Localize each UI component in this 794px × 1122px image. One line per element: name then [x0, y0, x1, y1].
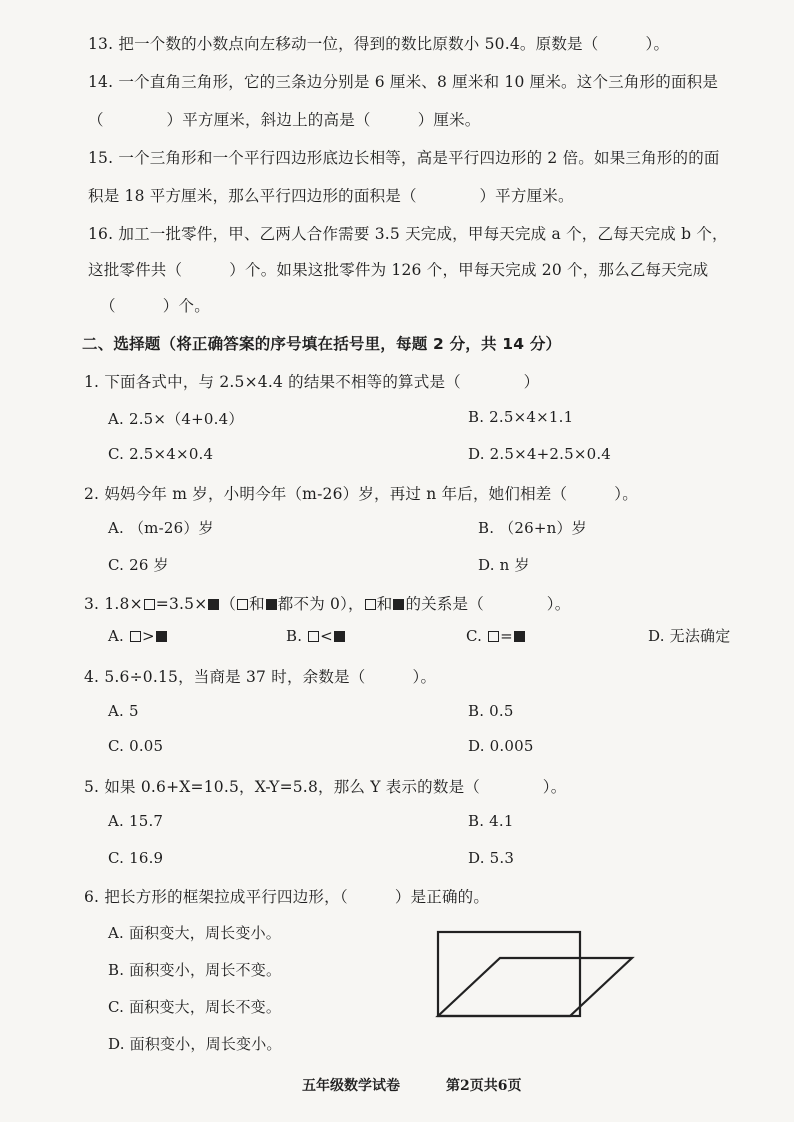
c5-stem: 5. 如果 0.6+X=10.5，X-Y=5.8，那么 Y 表示的数是（ ）。: [84, 778, 567, 796]
c5-option-c: C. 16.9: [108, 849, 164, 867]
white-square-icon: [237, 599, 248, 610]
c3-option-a-label: A.: [108, 627, 125, 645]
section2-heading: 二、选择题（将正确答案的序号填在括号里，每题 2 分，共 14 分）: [82, 335, 562, 353]
white-square-icon: [144, 599, 155, 610]
c4-option-a: A. 5: [108, 702, 139, 720]
c4-option-d: D. 0.005: [468, 737, 534, 755]
parallelogram-shape: [438, 958, 632, 1016]
c1-option-a: A. 2.5×（4+0.4）: [108, 410, 244, 428]
c1-option-b: B. 2.5×4×1.1: [468, 408, 574, 426]
c3-option-a-op: >: [141, 627, 155, 645]
c4-option-b: B. 0.5: [468, 702, 514, 720]
c3-stem-part4: 和: [249, 595, 265, 613]
c6-stem: 6. 把长方形的框架拉成平行四边形，（ ）是正确的。: [84, 888, 490, 906]
c2-option-a: A. （m-26）岁: [108, 519, 214, 537]
c3-stem: [84, 592, 570, 614]
c3-option-d: D. 无法确定: [648, 627, 731, 645]
c5-option-b: B. 4.1: [468, 812, 514, 830]
q16-line1: 16. 加工一批零件，甲、乙两人合作需要 3.5 天完成，甲每天完成 a 个，乙每天完成 b 个，: [88, 225, 728, 243]
c2-option-c: C. 26 岁: [108, 556, 169, 574]
black-square-icon: [334, 631, 345, 642]
c6-option-d: D. 面积变小，周长变小。: [108, 1035, 282, 1053]
c3-option-c-label: C.: [466, 627, 483, 645]
black-square-icon: [393, 599, 404, 610]
q13-line1: 13. 把一个数的小数点向左移动一位，得到的数比原数小 50.4。原数是（ ）。: [88, 35, 670, 53]
q16-line3: （ ）个。: [100, 297, 210, 315]
c6-option-a: A. 面积变大，周长变小。: [108, 924, 281, 942]
c3-stem-part7: 的关系是（ ）。: [405, 595, 571, 613]
c4-stem: 4. 5.6÷0.15，当商是 37 时，余数是（ ）。: [84, 668, 437, 686]
c3-stem-part5: 都不为 0），: [277, 595, 364, 613]
white-square-icon: [308, 631, 319, 642]
q16-line2: 这批零件共（ ）个。如果这批零件为 126 个，甲每天完成 20 个，那么乙每天完成: [88, 261, 709, 279]
c3-option-b-label: B.: [286, 627, 303, 645]
rectangle-parallelogram-figure: [428, 924, 648, 1024]
c3-stem-part2: =3.5×: [155, 595, 208, 613]
q15-line2: 积是 18 平方厘米，那么平行四边形的面积是（ ）平方厘米。: [88, 187, 574, 205]
c1-option-c: C. 2.5×4×0.4: [108, 445, 214, 463]
black-square-icon: [208, 599, 219, 610]
footer-title: 五年级数学试卷: [302, 1078, 400, 1094]
c3-option-c: [466, 627, 526, 645]
white-square-icon: [130, 631, 141, 642]
c5-option-d: D. 5.3: [468, 849, 515, 867]
footer-page-number: 第2页共6页: [446, 1078, 522, 1094]
q14-line1: 14. 一个直角三角形，它的三条边分别是 6 厘米、8 厘米和 10 厘米。这个三角形的面积是: [88, 73, 719, 91]
c2-option-b: B. （26+n）岁: [478, 519, 587, 537]
c3-option-b-op: <: [320, 627, 333, 645]
c5-option-a: A. 15.7: [108, 812, 164, 830]
c6-option-c: C. 面积变大，周长不变。: [108, 998, 282, 1016]
c3-stem-part1: 3. 1.8×: [84, 595, 143, 613]
c1-stem: 1. 下面各式中，与 2.5×4.4 的结果不相等的算式是（ ）: [84, 373, 540, 391]
q15-line1: 15. 一个三角形和一个平行四边形底边长相等，高是平行四边形的 2 倍。如果三角形的的面: [88, 149, 720, 167]
c3-stem-part3: （: [220, 595, 237, 613]
black-square-icon: [266, 599, 277, 610]
c1-option-d: D. 2.5×4+2.5×0.4: [468, 445, 612, 463]
c3-option-a: [108, 627, 168, 645]
c6-option-b: B. 面积变小，周长不变。: [108, 961, 282, 979]
rectangle-shape: [438, 932, 580, 1016]
c3-option-c-op: =: [500, 627, 513, 645]
c3-stem-part6: 和: [376, 595, 393, 613]
c4-option-c: C. 0.05: [108, 737, 164, 755]
white-square-icon: [365, 599, 376, 610]
c2-stem: 2. 妈妈今年 m 岁，小明今年（m-26）岁，再过 n 年后，她们相差（ ）。: [84, 485, 638, 503]
c3-option-b: [286, 627, 346, 645]
black-square-icon: [514, 631, 525, 642]
black-square-icon: [156, 631, 167, 642]
white-square-icon: [488, 631, 499, 642]
c2-option-d: D. n 岁: [478, 556, 530, 574]
q14-line2: （ ）平方厘米，斜边上的高是（ ）厘米。: [88, 111, 481, 129]
